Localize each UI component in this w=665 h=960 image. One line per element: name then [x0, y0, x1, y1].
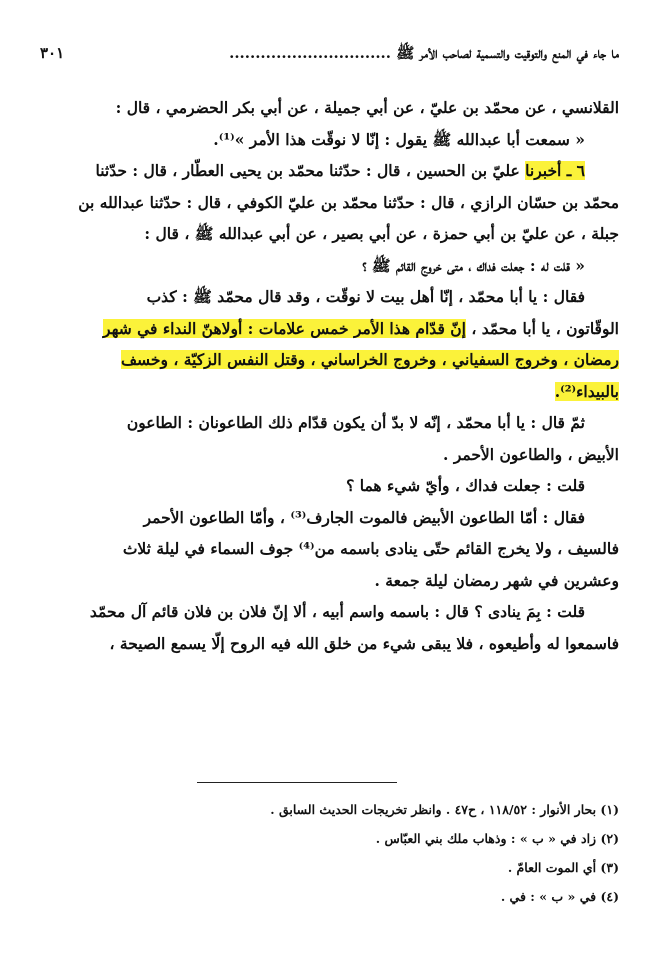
footnotes: [150, 795, 619, 911]
main-text: [34, 92, 619, 659]
footnote: (١) بحار الأنوار : ١١٨/٥٢ ، ح٤٧ . وانظر تخريجات الحديث السابق .: [270, 802, 619, 817]
highlighted-text: بالبيداء⁽²⁾.: [554, 381, 619, 401]
text-line: [34, 376, 619, 408]
header-leader-dots: ...............................: [229, 44, 391, 62]
text-line: ثمّ قال : يا أبا محمّد ، إنّه لا بدّ أن يكون قدّام ذلك الطاعونان : الطاعون: [126, 413, 585, 432]
header-title: ما جاء في المنع والتوقيت والتسمية لصاحب الأمر ﷺ ...............................: [229, 44, 619, 62]
running-header: [40, 44, 619, 66]
highlighted-text: إنّ قدّام هذا الأمر خمس علامات : أولاهنّ النداء في شهر: [103, 318, 466, 338]
text-line: القلانسي ، عن محمّد بن عليّ ، عن أبي جميلة ، عن أبي بكر الحضرمي ، قال :: [115, 98, 619, 117]
text-line: محمّد بن حسّان الرازي ، قال : حدّثنا محمّد بن عليّ الكوفي ، قال : حدّثنا عبدالله بن: [78, 192, 619, 212]
text-line: قلت : بِمَ ينادى ؟ قال : باسمه واسم أبيه ، ألا إنّ فلان بن فلان قائم آل محمّد: [89, 602, 585, 621]
footnote: (٤) في « ب » : في .: [500, 889, 619, 904]
footnote: (٢) زاد في « ب » : وذهاب ملك بني العبّاس .: [375, 831, 619, 846]
text-line: ٦ ـ أخبرنا عليّ بن الحسين ، قال : حدّثنا محمّد بن يحيى العطّار ، قال : حدّثنا: [95, 161, 585, 180]
text-line: فاسمعوا له وأطيعوه ، فلا يبقى شيء من خلق الله فيه الروح إلّا يسمع الصيحة ،: [109, 633, 619, 653]
highlighted-text: ٦ ـ أخبرنا: [525, 161, 585, 180]
page-number: ٣٠١: [40, 44, 65, 62]
text-line: [34, 344, 619, 376]
text-line: « قلت له : جعلت فداك ، متى خروج القائم ﷺ ؟: [362, 255, 585, 275]
footnote-divider: [197, 782, 397, 783]
text-line: فالسيف ، ولا يخرج القائم حتّى ينادى باسمه من⁽⁴⁾ جوف السماء في ليلة ثلاث: [122, 539, 619, 558]
footnote: (٣) أي الموت العامّ .: [507, 860, 619, 875]
text-line: « سمعت أبا عبدالله ﷺ يقول : إنّا لا نوقّت هذا الأمر »⁽¹⁾.: [213, 129, 585, 149]
text-line: فقال : أمّا الطاعون الأبيض فالموت الجارف⁽³⁾ ، وأمّا الطاعون الأحمر: [143, 507, 585, 527]
text-line: فقال : يا أبا محمّد ، إنّا أهل بيت لا نوقّت ، وقد قال محمّد ﷺ : كذب: [146, 287, 585, 306]
text-line: الأبيض ، والطاعون الأحمر .: [443, 444, 619, 464]
text-line: جبلة ، عن عليّ بن أبي حمزة ، عن أبي بصير ، عن أبي عبدالله ﷺ ، قال :: [144, 224, 619, 243]
text-line: وعشرين في شهر رمضان ليلة جمعة .: [374, 570, 619, 590]
highlighted-text: رمضان ، وخروج السفياني ، وخروج الخراساني ، وقتل النفس الزكيّة ، وخسف: [121, 350, 619, 369]
text-line: الوقّاتون ، يا أبا محمّد ، إنّ قدّام هذا الأمر خمس علامات : أولاهنّ النداء في شهر: [103, 318, 619, 338]
text-line: قلت : جعلت فداك ، وأيّ شيء هما ؟: [346, 476, 585, 495]
